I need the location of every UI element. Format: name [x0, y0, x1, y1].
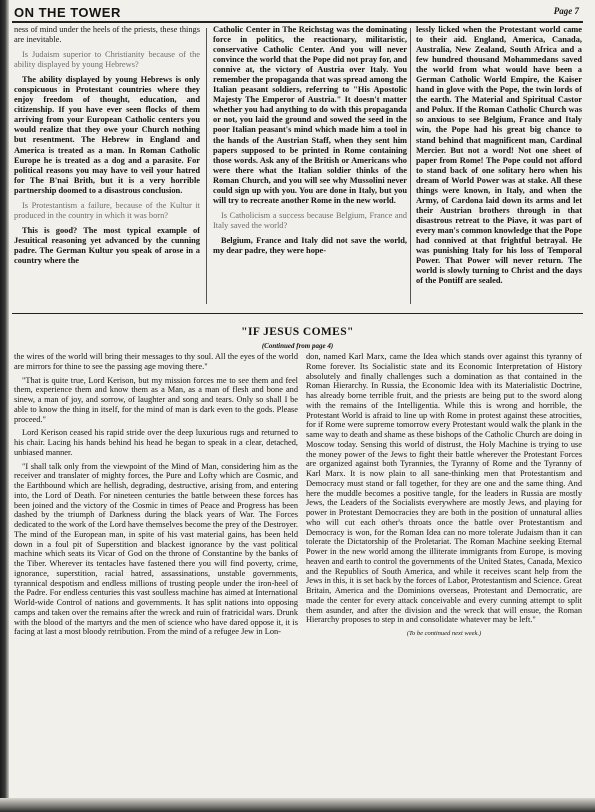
question-paragraph: Is Protestantism a failure, because of the Kultur it produced in the country in which it was born?	[14, 200, 200, 220]
continued-from-note: (Continued from page 4)	[261, 342, 334, 350]
top-column-2	[213, 25, 407, 310]
page-bottom-shadow	[0, 798, 595, 812]
question-paragraph: Is Catholicism a success because Belgium, France and Italy saved the world?	[213, 210, 407, 230]
paragraph: ness of mind under the heels of the priests, these things are inevitable.	[14, 25, 200, 45]
question-paragraph: Is Judaism superior to Christianity because of the ability displayed by young Hebrews?	[14, 50, 200, 70]
page-binding-shadow	[0, 0, 9, 812]
article-column-2	[306, 352, 582, 787]
paragraph: lessly licked when the Protestant world came to their aid. England, America, Canada, Australia, New Zealand, South Africa and a few hundred thousand Mohammedans saved the world from what would have been a German Catholic World Empire, the Kaiser hand in glove with the Pope, the twin lords of the earth. The Material and Spiritual Castor and Polux. If the Roman Catholic Church was so anxious to see Belgium, France and Italy win, the Pope had his great big chance to stand behind that magnificent man, Cardinal Mercier. But not a word! Not one sheet of paper from Rome! The Pope could not afford to stand back of one solitary hero when his dream of World Power was at stake. All these things were known, in Italy, and when the Army, of Cardona laid down its arms and let their Austrian brothers through in that disastrous retreat to the Piave, it was part of every man's common knowledge that the Pope had connived at that frightful betrayal. He was punishing Italy for his loss of Temporal Power. That Power will never return. The world is slowly turning to Christ and the days of the Pontiff are sealed.	[416, 25, 582, 286]
paragraph: don, named Karl Marx, came the Idea which stands over against this tyranny of Rome forever. Its Socialistic state and its Economic Interpretation of History absolutely and finally challenges such a domination as that contained in the Roman Hierarchy. In Russia, the Economic Idea with its Materialistic Doctrine, has already borne terrible fruit, and the priests are being put to the sword along with the remains of the Intelligentia. While this is wrong and horrible, the Protestant World is afraid to line up with Rome in protest against these atrocities, for if Rome were supreme tomorrow every Protestant would walk the plank in the same way to death and shame as these bishops of the Catholic Church are doing in Moscow today. Sensing this world of distrust, the Holy Machine is trying to use the money power of the Jews to fight their battle wherever the Protestant Forces are organized against both Tyrannies, the Tyranny of Rome and the Tyranny of Karl Marx. It is now plain to all sane-thinking men that Protestantism and Democracy must stand or fall together, for they are one and the same thing. And here the muddle becomes a positive tangle, for the leaders in Russia are mostly Jews, the Leaders of the Socialists everywhere are mostly Jews, and playing for power in Protestant Democracies they are both in the position of unnatural allies who will cut each other's throats once the battle over Protestantism and Democracy is won, for the Roman Idea can no more tolerate Judaism than it can tolerate the Dictatorship of the Proletariat. The Roman Machine seeking Eternal Power in the new world among the illiterate immigrants from Europe, is moving heaven and earth to control the governments of the United States, Canada, Mexico and the Republics of South America, and while it receives scant help from the Jews in this, it is set back by the forces of Labor, Protestantism and Science. Great Britain, America and the Dominions overseas, Protestant and Democratic, are made the center for every attack conceivable and every cunning attempt to split them asunder, and after the division and the wreck that will ensue, the Roman Hierarchy proposes to step in and consolidate whatever may be left."	[306, 352, 582, 625]
article-title: "IF JESUS COMES"	[241, 326, 354, 338]
paragraph: "That is quite true, Lord Kerison, but my mission forces me to see them and feel them, experience them and know them as a Man, as a man of flesh and bone and sinew, a man of joy, and sorrow, of laughter and song and tears. Only so shall I be able to know the thing in itself, for the mind of man is dark even to the gods. Please proceed."	[14, 375, 298, 424]
paragraph: This is good? The most typical example of Jesuitical reasoning yet advanced by the cunning padre. The German Kultur you speak of arose in a country where the	[14, 225, 200, 265]
paragraph: Lord Kerison ceased his rapid stride over the deep luxurious rugs and returned to his chair. Lacing his hands behind his head he began to speak in a clear, detached, unbiased manner.	[14, 428, 298, 457]
column-divider	[410, 28, 411, 304]
top-column-3	[416, 25, 582, 310]
section-rule	[12, 313, 583, 314]
column-divider	[206, 28, 207, 304]
article-column-1	[14, 352, 298, 787]
publication-title: ON THE TOWER	[14, 5, 121, 20]
top-column-1	[14, 25, 200, 310]
paragraph: The ability displayed by young Hebrews is only conspicuous in Protestant countries where they enjoy freedom of thought, education, and citizenship. If you have ever seen flocks of them arriving from your European Catholic centers you would realize that they owe your Church nothing but resentment. The Hebrew in England and America is treated as a man. In Roman Catholic Europe he is treated as a dog and a parasite. For political reasons you may have to veil your hatred for The B'nai Brith, but it is a very horrible partnership doomed to a disastrous conclusion.	[14, 75, 200, 195]
paragraph: Belgium, France and Italy did not save the world, my dear padre, they were hope-	[213, 235, 407, 255]
header-rule	[12, 21, 583, 23]
paragraph: Catholic Center in The Reichstag was the dominating force in politics, the reactionary, militaristic, conservative Catholic Center. And you will never convince the world that the Pope did not pray for, and connive at, the victory of Austria over Italy. You remember the propaganda that was spread among the Italian peasant soldiers, referring to "His Apostolic Majesty The Emperor of Austria." It doesn't matter whether you had anything to do with this propaganda or not, you laid the ground and sowed the seed in the poor Italian peasant's mind which made him a tool in the hands of the Austrian Staff, when they sent him papers supposed to be printed in Rome containing those words. Ask any of the British or Americans who were there what the Italian soldier thinks of the Roman Church, and you will see why Mussolini never could sign up with you. You are done in Italy, but you will try to recreate another Rome in the new world.	[213, 25, 407, 205]
paragraph: the wires of the world will bring their messages to thy soul. All the eyes of the world are mirrors for thine to see the passing age moving there."	[14, 352, 298, 371]
page-number: Page 7	[553, 6, 579, 16]
paragraph: "I shall talk only from the viewpoint of the Mind of Man, considering him as the receiver and translater of mighty forces, the Pure and Lofty which are Cosmic, and the Earthbound which are hellish, degrading, destructive, arising from, and entering into, the Lord of Death. For nineteen centuries the battle between these forces has been joined and the victory of the Cosmic in times of Peace and Progress has been dashed by the triumph of Darkness during the black years of War. The Forces dedicated to the work of the Lord have themselves become the prey of the Destroyer. The mind of the European man, in spite of his vast material gains, has been held down in a foul pit of Superstition and blackest ignorance by the vast political machine which seats its Vicar of God on the throne of Constantine by the banks of the Tiber. Wherever its tentacles have fastened there you will find poverty, crime, ignorance, superstition, racial hatred, assassinations, unstable governments, tyrannical despotism and endless millions of trusting people under the iron-heel of the Padre. For endless centuries this vast soulless machine has aimed at International World-wide Control of nations and governments. It has split nations into opposing camps and taken over the remains after the wreck and ruin of fratricidal wars. Drunk with the blood of the martyrs and the men of science who have dared oppose it, it is facing at last a most bloody retribution. From the mind of a refugee Jew in Lon-	[14, 461, 298, 637]
to-be-continued-note: (To be continued next week.)	[406, 630, 482, 637]
